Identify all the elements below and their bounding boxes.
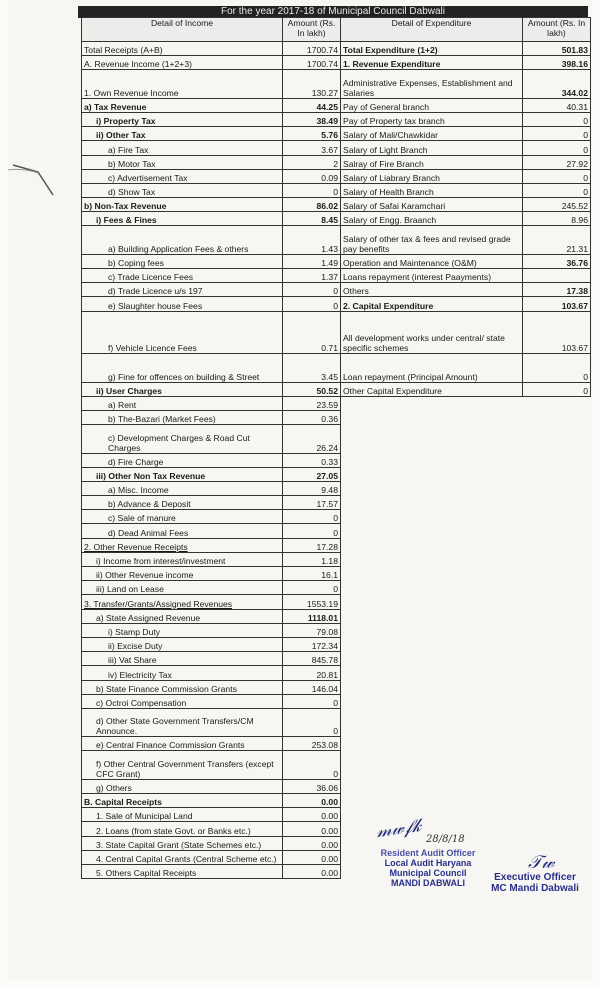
- expenditure-row-label: Salary of Engg. Braanch: [341, 212, 523, 226]
- income-row-amount: 172.34: [283, 637, 341, 651]
- expenditure-row-amount: 36.76: [523, 254, 591, 268]
- table-row: [82, 637, 341, 651]
- expenditure-row-label: Salray of Fire Branch: [341, 155, 523, 169]
- income-row-label: d) Dead Animal Fees: [82, 524, 283, 538]
- income-row-label: iii) Vat Share: [82, 652, 283, 666]
- table-row: [82, 141, 341, 155]
- income-row-label: e) Slaughter house Fees: [82, 297, 283, 311]
- expenditure-row-amount: 103.67: [523, 297, 591, 311]
- income-row-label: iii) Other Non Tax Revenue: [82, 467, 283, 481]
- income-row-amount: 2: [283, 155, 341, 169]
- table-row: [341, 42, 591, 56]
- income-row-label: ii) User Charges: [82, 382, 283, 396]
- table-row: [82, 808, 341, 822]
- income-row-amount: 0: [283, 524, 341, 538]
- table-row: [341, 283, 591, 297]
- table-row: [82, 794, 341, 808]
- income-row-amount: 845.78: [283, 652, 341, 666]
- income-row-amount: 0.09: [283, 169, 341, 183]
- income-row-amount: 1.43: [283, 226, 341, 254]
- income-row-label: b) Coping fees: [82, 254, 283, 268]
- income-row-amount: 1700.74: [283, 56, 341, 70]
- income-row-amount: 1.49: [283, 254, 341, 268]
- table-row: [82, 510, 341, 524]
- expenditure-row-label: Salary of Health Branch: [341, 183, 523, 197]
- page-title: For the year 2017-18 of Municipal Council Dabwali: [78, 6, 588, 18]
- income-row-amount: 253.08: [283, 737, 341, 751]
- income-row-amount: 23.59: [283, 396, 341, 410]
- table-row: [82, 254, 341, 268]
- table-row: [341, 141, 591, 155]
- income-row-amount: 36.06: [283, 779, 341, 793]
- income-row-label: f) Vehicle Licence Fees: [82, 311, 283, 354]
- income-row-amount: 0: [283, 708, 341, 736]
- income-row-label: 2. Loans (from state Govt. or Banks etc.): [82, 822, 283, 836]
- income-row-amount: 0.00: [283, 794, 341, 808]
- income-row-amount: 1118.01: [283, 609, 341, 623]
- income-row-label: b) Non-Tax Revenue: [82, 198, 283, 212]
- income-row-amount: 26.24: [283, 425, 341, 453]
- torn-corner-mark: [8, 140, 78, 200]
- income-row-amount: 20.81: [283, 666, 341, 680]
- income-row-label: b) Advance & Deposit: [82, 496, 283, 510]
- income-row-amount: 0: [283, 297, 341, 311]
- income-row-amount: 9.48: [283, 481, 341, 495]
- table-row: [82, 538, 341, 552]
- expenditure-row-amount: 398.16: [523, 56, 591, 70]
- table-row: [341, 269, 591, 283]
- expenditure-row-amount: 0: [523, 141, 591, 155]
- income-row-amount: 0: [283, 183, 341, 197]
- table-row: [82, 198, 341, 212]
- expenditure-row-amount: 501.83: [523, 42, 591, 56]
- income-header-amount: Amount (Rs. In lakh): [283, 18, 341, 42]
- table-row: [82, 127, 341, 141]
- income-row-amount: 0.00: [283, 808, 341, 822]
- expenditure-row-label: All development works under central/ state specific schemes: [341, 311, 523, 354]
- income-row-label: c) Development Charges & Road Cut Charges: [82, 425, 283, 453]
- income-row-label: 4. Central Capital Grants (Central Scheme etc.): [82, 850, 283, 864]
- document-page: [8, 0, 592, 980]
- table-row: [341, 382, 591, 396]
- income-row-label: 3. State Capital Grant (State Schemes etc.): [82, 836, 283, 850]
- income-row-label: e) Central Finance Commission Grants: [82, 737, 283, 751]
- income-row-label: 1. Own Revenue Income: [82, 70, 283, 98]
- income-row-amount: 0.00: [283, 865, 341, 879]
- audit-stamp-line: Resident Audit Officer: [380, 848, 476, 858]
- expenditure-row-label: Salary of Light Branch: [341, 141, 523, 155]
- income-row-label: d) Other State Government Transfers/CM Announce.: [82, 708, 283, 736]
- audit-stamp: [368, 848, 488, 888]
- table-row: [82, 297, 341, 311]
- table-row: [82, 751, 341, 779]
- table-row: [82, 609, 341, 623]
- income-row-label: c) Sale of manure: [82, 510, 283, 524]
- income-row-amount: 5.76: [283, 127, 341, 141]
- table-row: [82, 169, 341, 183]
- expenditure-row-amount: 27.92: [523, 155, 591, 169]
- table-row: [82, 865, 341, 879]
- income-row-label: A. Revenue Income (1+2+3): [82, 56, 283, 70]
- income-row-label: a) Fire Tax: [82, 141, 283, 155]
- expenditure-row-amount: 0: [523, 382, 591, 396]
- income-row-amount: 86.02: [283, 198, 341, 212]
- table-row: [82, 666, 341, 680]
- executive-signature: 𝒯𝓌: [528, 852, 555, 873]
- income-row-amount: 3.45: [283, 354, 341, 382]
- income-row-amount: 146.04: [283, 680, 341, 694]
- table-row: [82, 56, 341, 70]
- table-row: [82, 283, 341, 297]
- table-row: [82, 354, 341, 382]
- expenditure-row-label: Administrative Expenses, Establishment and Salaries: [341, 70, 523, 98]
- table-row: [82, 42, 341, 56]
- table-row: [341, 354, 591, 382]
- income-row-amount: 0: [283, 694, 341, 708]
- table-row: [341, 169, 591, 183]
- expenditure-row-amount: 21.31: [523, 226, 591, 254]
- income-row-label: 2. Other Revenue Receipts: [82, 538, 283, 552]
- expenditure-row-label: Pay of General branch: [341, 98, 523, 112]
- expenditure-header-detail: Detail of Expenditure: [341, 18, 523, 42]
- income-row-label: a) Rent: [82, 396, 283, 410]
- table-row: [82, 581, 341, 595]
- table-row: [82, 112, 341, 126]
- audit-signature: 𝓂𝓌𝒻𝓀: [374, 814, 423, 843]
- table-row: [82, 410, 341, 424]
- income-row-amount: 0.36: [283, 410, 341, 424]
- expenditure-row-amount: 0: [523, 127, 591, 141]
- table-row: [82, 269, 341, 283]
- income-row-amount: 44.25: [283, 98, 341, 112]
- expenditure-row-label: Total Expenditure (1+2): [341, 42, 523, 56]
- income-row-label: c) Trade Licence Fees: [82, 269, 283, 283]
- income-row-amount: 0: [283, 581, 341, 595]
- expenditure-table: [340, 17, 591, 397]
- income-row-amount: 1700.74: [283, 42, 341, 56]
- table-row: [82, 155, 341, 169]
- table-row: [82, 396, 341, 410]
- expenditure-header-amount: Amount (Rs. In lakh): [523, 18, 591, 42]
- exec-stamp-line: MC Mandi Dabwali: [491, 883, 579, 894]
- table-row: [82, 595, 341, 609]
- income-header-detail: Detail of Income: [82, 18, 283, 42]
- table-row: [82, 70, 341, 98]
- income-row-amount: 1553.19: [283, 595, 341, 609]
- table-row: [82, 567, 341, 581]
- income-row-label: c) Advertisement Tax: [82, 169, 283, 183]
- expenditure-row-amount: 245.52: [523, 198, 591, 212]
- income-row-label: b) The-Bazari (Market Fees): [82, 410, 283, 424]
- income-row-amount: 8.45: [283, 212, 341, 226]
- income-row-label: g) Fine for offences on building & Street: [82, 354, 283, 382]
- income-row-amount: 38.49: [283, 112, 341, 126]
- expenditure-row-amount: 0: [523, 354, 591, 382]
- income-row-label: iii) Land on Lease: [82, 581, 283, 595]
- income-row-amount: 0: [283, 510, 341, 524]
- income-row-label: d) Fire Charge: [82, 453, 283, 467]
- table-row: [341, 254, 591, 268]
- expenditure-row-amount: 103.67: [523, 311, 591, 354]
- executive-stamp: [480, 872, 590, 894]
- income-row-label: d) Show Tax: [82, 183, 283, 197]
- table-row: [341, 127, 591, 141]
- income-row-amount: 79.08: [283, 623, 341, 637]
- table-row: [82, 496, 341, 510]
- table-row: [82, 779, 341, 793]
- income-row-label: Total Receipts (A+B): [82, 42, 283, 56]
- table-row: [341, 56, 591, 70]
- expenditure-row-amount: 40.31: [523, 98, 591, 112]
- table-row: [341, 112, 591, 126]
- table-row: [82, 226, 341, 254]
- table-row: [82, 822, 341, 836]
- table-row: [341, 183, 591, 197]
- table-row: [82, 694, 341, 708]
- expenditure-header-row: [341, 18, 591, 42]
- expenditure-row-label: 2. Capital Expenditure: [341, 297, 523, 311]
- income-row-label: 5. Others Capital Receipts: [82, 865, 283, 879]
- income-row-amount: 0.33: [283, 453, 341, 467]
- expenditure-row-label: Other Capital Expenditure: [341, 382, 523, 396]
- table-row: [82, 183, 341, 197]
- expenditure-row-amount: [523, 269, 591, 283]
- expenditure-row-label: 1. Revenue Expenditure: [341, 56, 523, 70]
- expenditure-row-label: Operation and Maintenance (O&M): [341, 254, 523, 268]
- income-row-label: b) State Finance Commission Grants: [82, 680, 283, 694]
- income-row-label: 1. Sale of Municipal Land: [82, 808, 283, 822]
- expenditure-row-label: Salary of Safai Karamchari: [341, 198, 523, 212]
- table-row: [82, 212, 341, 226]
- income-row-label: a) Misc. Income: [82, 481, 283, 495]
- income-row-amount: 17.57: [283, 496, 341, 510]
- table-row: [82, 552, 341, 566]
- income-row-label: ii) Excise Duty: [82, 637, 283, 651]
- income-row-label: B. Capital Receipts: [82, 794, 283, 808]
- income-row-amount: 0.00: [283, 850, 341, 864]
- income-header-row: [82, 18, 341, 42]
- table-row: [82, 652, 341, 666]
- table-row: [341, 198, 591, 212]
- expenditure-row-label: Salary of other tax & fees and revised grade pay benefits: [341, 226, 523, 254]
- table-row: [82, 623, 341, 637]
- expenditure-row-amount: 0: [523, 183, 591, 197]
- income-row-label: f) Other Central Government Transfers (except CFC Grant): [82, 751, 283, 779]
- table-row: [82, 524, 341, 538]
- expenditure-row-label: Loan repayment (Principal Amount): [341, 354, 523, 382]
- income-row-label: ii) Other Revenue income: [82, 567, 283, 581]
- income-row-amount: 0: [283, 283, 341, 297]
- income-row-amount: 27.05: [283, 467, 341, 481]
- table-row: [82, 382, 341, 396]
- expenditure-row-label: Loans repayment (interest Paayments): [341, 269, 523, 283]
- table-row: [341, 98, 591, 112]
- income-row-label: a) Tax Revenue: [82, 98, 283, 112]
- income-row-label: i) Property Tax: [82, 112, 283, 126]
- audit-stamp-line: MANDI DABWALI: [391, 878, 465, 888]
- table-row: [82, 425, 341, 453]
- audit-stamp-line: Local Audit Haryana: [384, 858, 472, 868]
- table-row: [82, 737, 341, 751]
- income-row-amount: 130.27: [283, 70, 341, 98]
- income-row-amount: 1.18: [283, 552, 341, 566]
- expenditure-row-label: Salary of Mali/Chawkidar: [341, 127, 523, 141]
- income-row-amount: 0.00: [283, 822, 341, 836]
- income-row-label: i) Stamp Duty: [82, 623, 283, 637]
- income-row-amount: 0.71: [283, 311, 341, 354]
- income-row-amount: 16.1: [283, 567, 341, 581]
- expenditure-row-amount: 8.96: [523, 212, 591, 226]
- income-row-label: ii) Other Tax: [82, 127, 283, 141]
- income-row-label: iv) Electricity Tax: [82, 666, 283, 680]
- expenditure-row-label: Salary of Liabrary Branch: [341, 169, 523, 183]
- table-row: [82, 836, 341, 850]
- expenditure-row-amount: 344.02: [523, 70, 591, 98]
- table-row: [341, 155, 591, 169]
- income-row-label: a) Building Application Fees & others: [82, 226, 283, 254]
- expenditure-row-amount: 0: [523, 169, 591, 183]
- income-row-amount: 17.28: [283, 538, 341, 552]
- income-row-amount: 50.52: [283, 382, 341, 396]
- income-row-label: c) Octroi Compensation: [82, 694, 283, 708]
- expenditure-row-label: Pay of Property tax branch: [341, 112, 523, 126]
- table-row: [82, 481, 341, 495]
- table-row: [82, 850, 341, 864]
- income-row-amount: 0.00: [283, 836, 341, 850]
- income-row-amount: 1.37: [283, 269, 341, 283]
- audit-stamp-line: Municipal Council: [389, 868, 467, 878]
- expenditure-row-label: Others: [341, 283, 523, 297]
- table-row: [82, 708, 341, 736]
- table-row: [82, 98, 341, 112]
- expenditure-row-amount: 0: [523, 112, 591, 126]
- table-row: [341, 226, 591, 254]
- expenditure-row-amount: 17.38: [523, 283, 591, 297]
- income-row-label: g) Others: [82, 779, 283, 793]
- exec-stamp-line: Executive Officer: [494, 872, 576, 883]
- table-row: [341, 212, 591, 226]
- table-row: [82, 311, 341, 354]
- income-table: [81, 17, 341, 879]
- table-row: [82, 467, 341, 481]
- income-row-label: 3. Transfer/Grants/Assigned Revenues: [82, 595, 283, 609]
- income-row-label: i) Income from interest/investment: [82, 552, 283, 566]
- income-row-label: i) Fees & Fines: [82, 212, 283, 226]
- table-row: [82, 680, 341, 694]
- table-row: [341, 311, 591, 354]
- stamp-date: 28/8/18: [426, 834, 465, 845]
- table-row: [341, 70, 591, 98]
- income-row-label: d) Trade Licence u/s 197: [82, 283, 283, 297]
- income-row-amount: 3.67: [283, 141, 341, 155]
- table-row: [82, 453, 341, 467]
- income-row-label: b) Motor Tax: [82, 155, 283, 169]
- table-row: [341, 297, 591, 311]
- income-row-amount: 0: [283, 751, 341, 779]
- income-row-label: a) State Assigned Revenue: [82, 609, 283, 623]
